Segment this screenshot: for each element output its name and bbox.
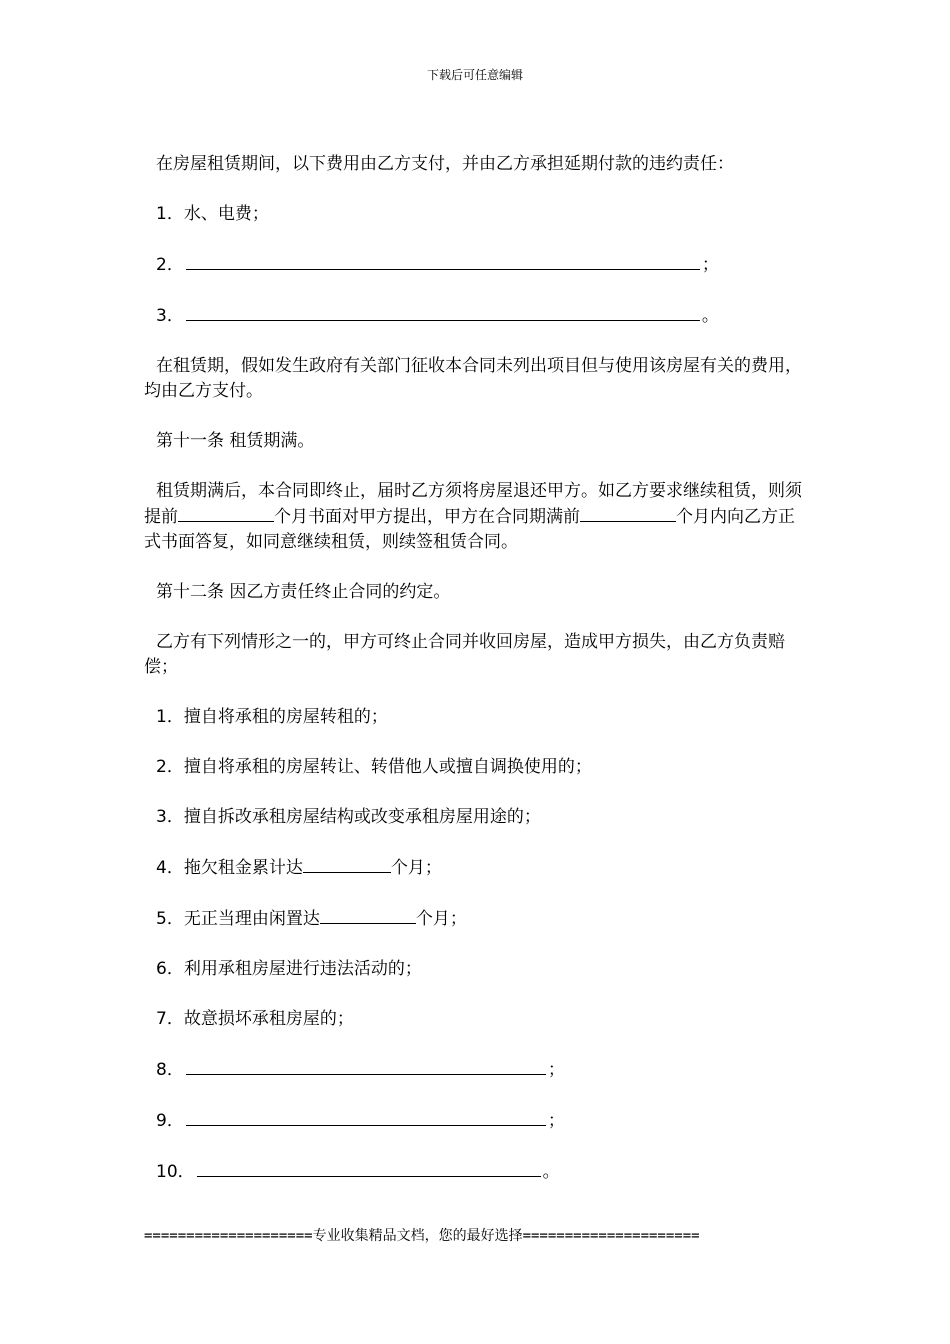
termination-item-8 <box>144 1057 810 1083</box>
item-text: 无正当理由闲置达 <box>183 909 320 929</box>
article-12-intro: 乙方有下列情形之一的，甲方可终止合同并收回房屋，造成甲方损失，由乙方负责赔偿； <box>144 632 785 677</box>
termination-item-1 <box>144 705 810 730</box>
item-end: ； <box>547 1060 565 1080</box>
item-end: ； <box>547 1111 565 1131</box>
termination-item-5 <box>144 906 810 932</box>
article-11-text-1: 租赁期满后，本合同即终止，届时乙方须将房屋退还甲方。如乙方要求继续租赁，则须提前 <box>144 481 802 527</box>
item-text: 水、电费； <box>183 204 269 224</box>
item-text-end: 个月； <box>390 858 442 878</box>
termination-item-6 <box>144 957 810 982</box>
item-text: 擅自将承租的房屋转让、转借他人或擅自调换使用的； <box>183 757 592 777</box>
blank-line <box>186 1057 546 1075</box>
article-11-text-3: 个月内向乙方正式书面答复，如同意继续租赁，则续签租赁合同。 <box>144 507 795 552</box>
fees-intro: 在房屋租赁期间，以下费用由乙方支付，并由乙方承担延期付款的违约责任： <box>156 154 734 174</box>
item-text: 擅自拆改承租房屋结构或改变承租房屋用途的； <box>183 807 541 827</box>
item-number: 8． <box>156 1060 184 1080</box>
item-number: 1． <box>156 707 184 727</box>
item-number: 3． <box>156 306 184 326</box>
termination-item-4 <box>144 855 810 881</box>
item-text-end: 个月； <box>415 909 467 929</box>
item-number: 2． <box>156 255 184 275</box>
item-number: 9． <box>156 1111 184 1131</box>
blank-line <box>186 252 700 270</box>
fee-item-1 <box>144 202 810 227</box>
item-text: 故意损坏承租房屋的； <box>183 1009 354 1029</box>
footer-banner: ====================专业收集精品文档，您的最好选择===================== <box>144 1228 700 1244</box>
termination-item-10 <box>144 1159 810 1185</box>
item-text: 利用承租房屋进行违法活动的； <box>183 959 422 979</box>
blank-line <box>303 855 391 873</box>
item-number: 7． <box>156 1009 184 1029</box>
termination-item-2 <box>144 755 810 780</box>
termination-item-3 <box>144 805 810 830</box>
article-11-title: 第十一条 租赁期满。 <box>156 431 315 451</box>
item-end: 。 <box>701 306 719 326</box>
item-number: 10． <box>156 1162 195 1182</box>
termination-item-9 <box>144 1108 810 1134</box>
article-11-text-2: 个月书面对甲方提出，甲方在合同期满前 <box>274 507 580 527</box>
item-end: 。 <box>542 1162 560 1182</box>
blank-line <box>320 906 416 924</box>
item-number: 1． <box>156 204 184 224</box>
item-number: 3． <box>156 807 184 827</box>
item-number: 6． <box>156 959 184 979</box>
fee-item-2 <box>144 252 810 278</box>
article-12-title: 第十二条 因乙方责任终止合同的约定。 <box>156 582 451 602</box>
other-fees-paragraph: 在租赁期，假如发生政府有关部门征收本合同未列出项目但与使用该房屋有关的费用，均由乙方支付。 <box>144 356 802 401</box>
termination-item-7 <box>144 1007 810 1032</box>
fee-item-3 <box>144 303 810 329</box>
item-number: 2． <box>156 757 184 777</box>
document-body <box>144 150 810 1185</box>
header-note: 下载后可任意编辑 <box>426 68 523 82</box>
blank-line <box>178 504 274 522</box>
item-number: 4． <box>156 858 184 878</box>
item-text: 擅自将承租的房屋转租的； <box>183 707 388 727</box>
article-11-paragraph <box>144 479 810 555</box>
item-end: ； <box>701 255 719 275</box>
blank-line <box>186 1108 546 1126</box>
blank-line <box>197 1159 541 1177</box>
item-number: 5． <box>156 909 184 929</box>
blank-line <box>186 303 700 321</box>
blank-line <box>580 504 676 522</box>
item-text: 拖欠租金累计达 <box>183 858 303 878</box>
